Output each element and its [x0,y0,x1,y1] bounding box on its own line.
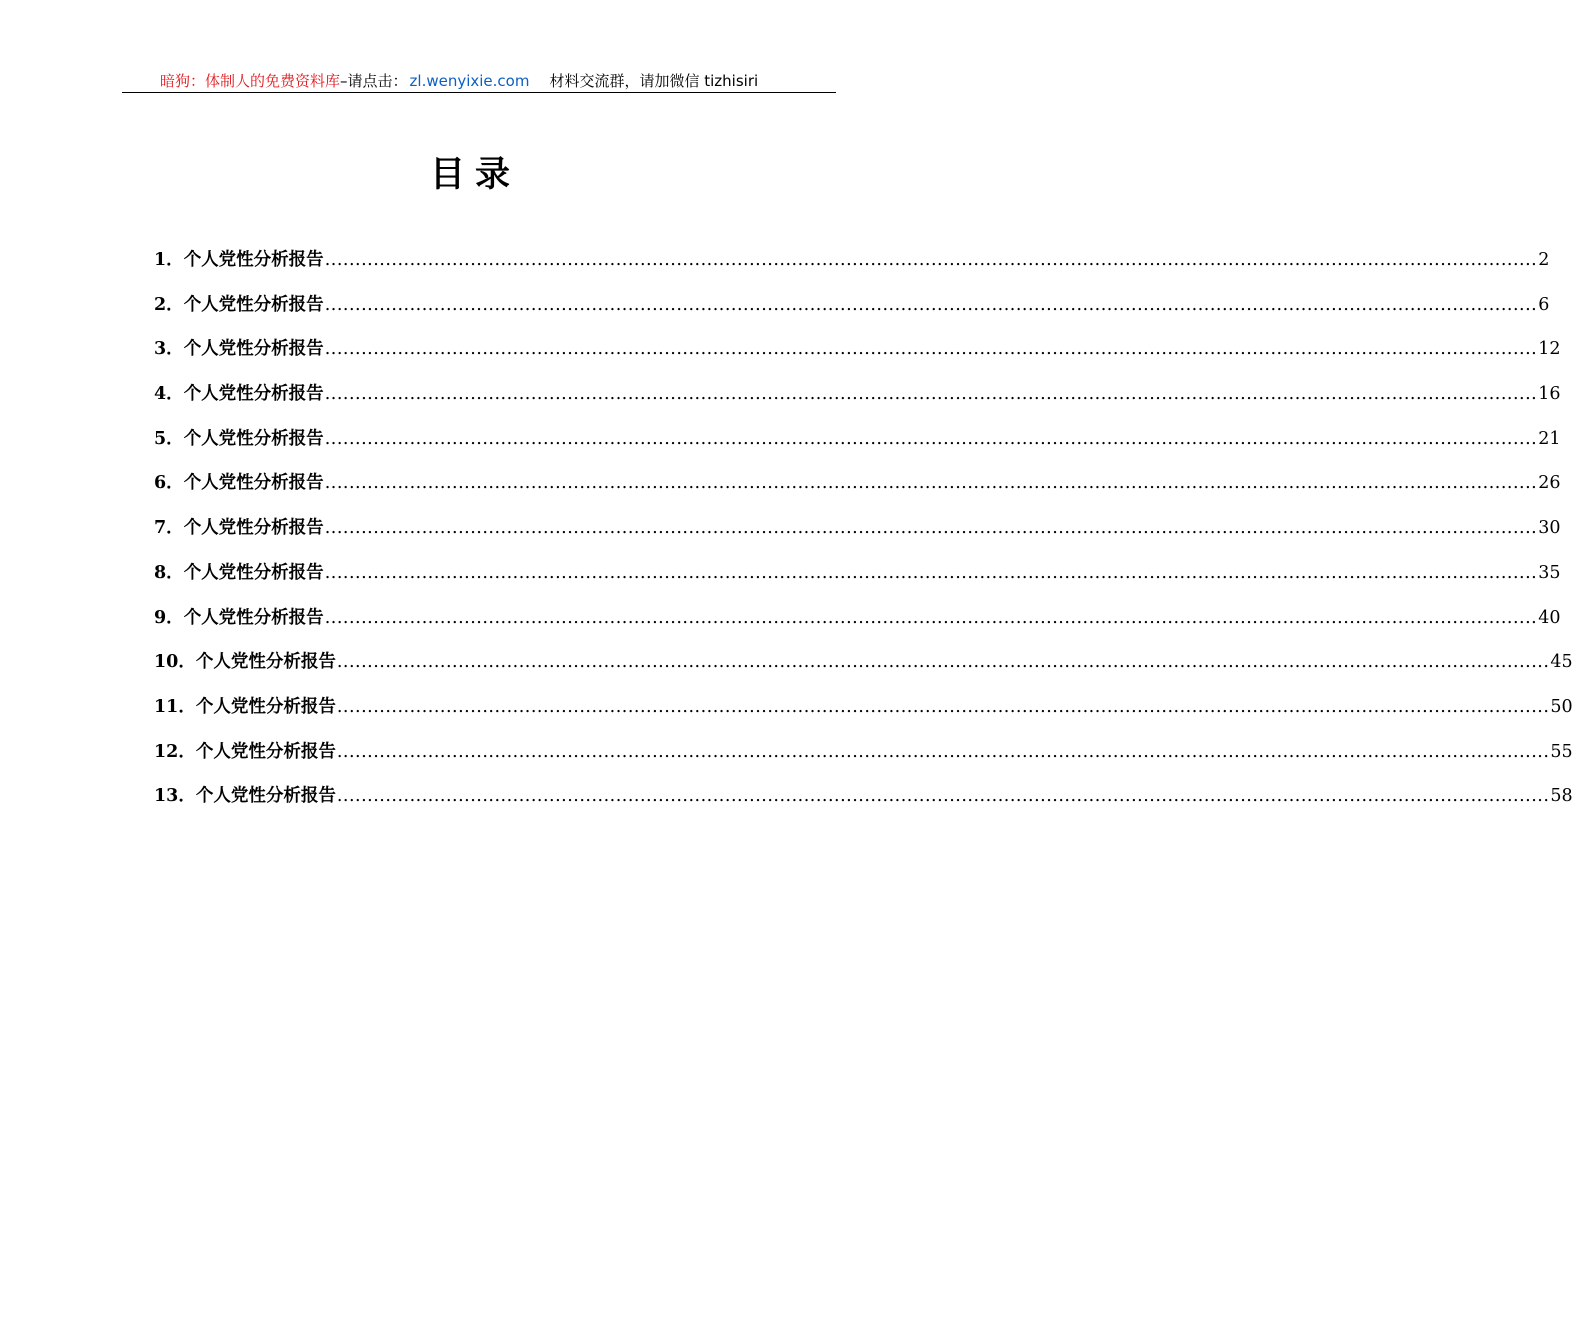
toc-leader-dots: ........................................................................................................................................................................................................ [324,384,1538,405]
toc-leader-dots: ........................................................................................................................................................................................................ [324,294,1538,315]
toc-entry[interactable] [154,247,1550,292]
toc-entry-title: 个人党性分析报告 [183,473,324,494]
header-brand: 暗狗：体制人的免费资料库 [160,72,341,90]
toc-entry-title: 个人党性分析报告 [183,607,324,628]
toc-leader-dots: ........................................................................................................................................................................................................ [324,518,1538,539]
header-link[interactable]: zl.wenyixie.com [409,72,530,90]
toc-entry-page: 6 [1538,294,1550,315]
toc-leader-dots: ........................................................................................................................................................................................................ [324,339,1538,360]
toc-entry-page: 16 [1538,384,1561,405]
toc-leader-dots: ........................................................................................................................................................................................................ [336,696,1550,717]
toc-entry-page: 55 [1550,741,1573,762]
toc-entry-title: 个人党性分析报告 [183,339,324,360]
toc-entry-page: 2 [1538,250,1550,270]
table-of-contents [154,247,1573,828]
toc-entry-title: 个人党性分析报告 [183,428,324,449]
header-link-label: –请点击： [340,72,408,90]
toc-leader-dots: ........................................................................................................................................................................................................ [324,428,1538,449]
toc-entry-number: 13． [154,786,196,807]
toc-entry-page: 26 [1538,473,1561,494]
toc-entry-number: 12． [154,741,196,762]
toc-entry-title: 个人党性分析报告 [195,786,336,807]
toc-entry[interactable] [154,649,1573,694]
toc-entry[interactable] [154,739,1573,784]
toc-entry[interactable] [154,605,1561,650]
toc-entry-title: 个人党性分析报告 [195,696,336,717]
toc-entry-title: 个人党性分析报告 [195,741,336,762]
toc-entry[interactable] [154,470,1561,515]
toc-entry-page: 21 [1538,428,1561,449]
toc-entry-page: 12 [1538,339,1561,360]
toc-entry-title: 个人党性分析报告 [195,652,336,673]
toc-entry-number: 5． [154,428,184,449]
toc-entry[interactable] [154,426,1561,471]
toc-entry-number: 1． [154,250,184,270]
toc-entry-number: 3． [154,339,184,360]
toc-entry-title: 个人党性分析报告 [183,384,324,405]
toc-entry-title: 个人党性分析报告 [183,562,324,583]
header-contact: 材料交流群，请加微信 tizhisiri [549,72,759,90]
toc-entry[interactable] [154,783,1573,828]
toc-entry-title: 个人党性分析报告 [183,518,324,539]
toc-entry-number: 8． [154,562,184,583]
toc-leader-dots: ........................................................................................................................................................................................................ [336,741,1550,762]
toc-entry-number: 7． [154,518,184,539]
toc-entry-page: 40 [1538,607,1561,628]
toc-title: 目录 [429,155,520,195]
toc-entry[interactable] [154,560,1561,605]
page-header [122,70,836,93]
toc-entry-number: 2． [154,294,184,315]
toc-entry-title: 个人党性分析报告 [183,294,324,315]
toc-entry[interactable] [154,515,1561,560]
toc-entry-page: 45 [1550,652,1573,673]
toc-leader-dots: ........................................................................................................................................................................................................ [324,562,1538,583]
toc-entry-number: 6． [154,473,184,494]
toc-entry-page: 50 [1550,696,1573,717]
toc-leader-dots: ........................................................................................................................................................................................................ [324,250,1538,270]
toc-leader-dots: ........................................................................................................................................................................................................ [336,786,1550,807]
toc-leader-dots: ........................................................................................................................................................................................................ [336,652,1550,673]
toc-entry-number: 11． [154,696,196,717]
toc-leader-dots: ........................................................................................................................................................................................................ [324,607,1538,628]
toc-entry[interactable] [154,292,1550,337]
toc-leader-dots: ........................................................................................................................................................................................................ [324,473,1538,494]
toc-entry[interactable] [154,694,1573,739]
toc-entry[interactable] [154,336,1561,381]
toc-entry-number: 4． [154,384,184,405]
toc-entry-number: 9． [154,607,184,628]
toc-entry-number: 10． [154,652,196,673]
toc-entry-page: 58 [1550,786,1573,807]
toc-entry-title: 个人党性分析报告 [183,250,324,270]
toc-entry-page: 30 [1538,518,1561,539]
toc-entry-page: 35 [1538,562,1561,583]
toc-entry[interactable] [154,381,1561,426]
